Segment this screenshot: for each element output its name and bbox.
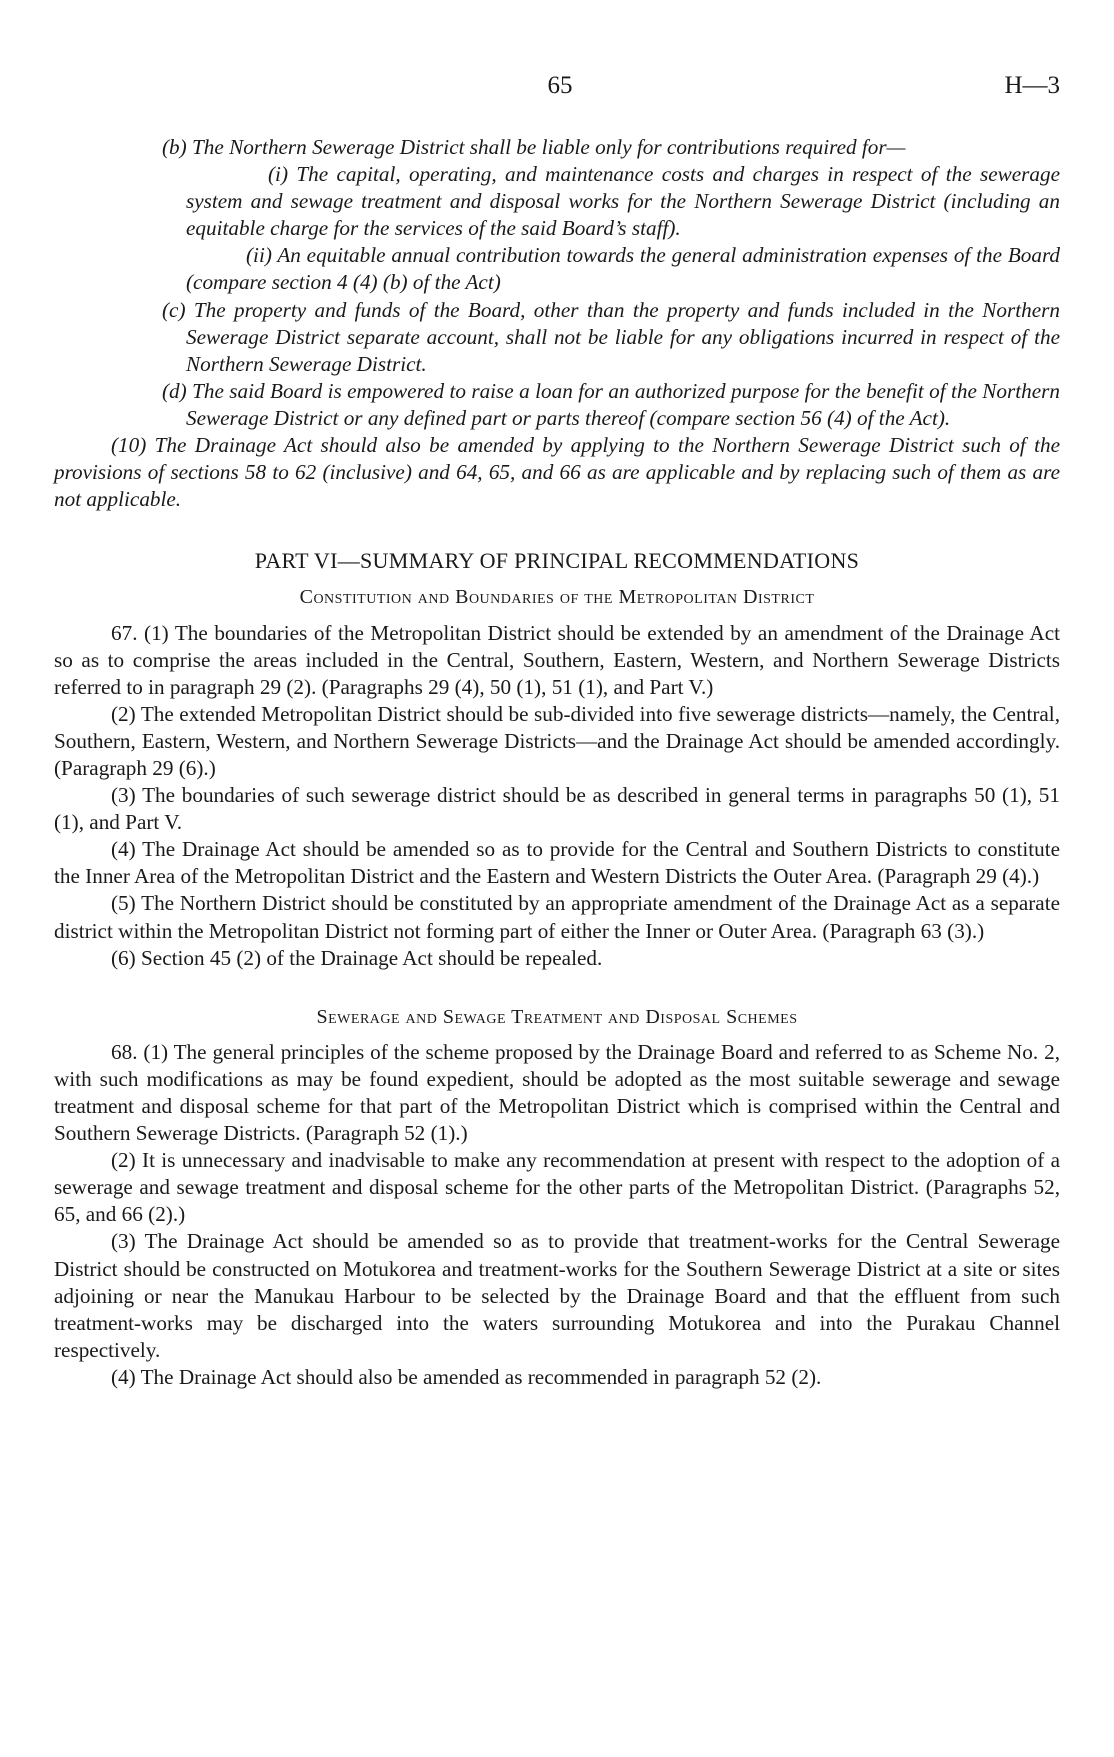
spacer bbox=[54, 972, 1060, 994]
part-heading: PART VI—SUMMARY OF PRINCIPAL RECOMMENDATIONS bbox=[254, 548, 860, 574]
paragraph-67-4: (4) The Drainage Act should be amended so as to provide for the Central and Southern Districts to constitute the Inner Area of the Metropolitan District and the Eastern and Western Districts the Outer Area. (Paragraph 29 (4).) bbox=[54, 837, 1060, 889]
paragraph-67-3: (3) The boundaries of such sewerage district should be as described in general terms in paragraphs 50 (1), 51 (1), and Part V. bbox=[54, 783, 1060, 835]
clause-c: (c) The property and funds of the Board, other than the property and funds included in the Northern Sewerage District separate account, shall not be liable for any obligations incurred in respect of the Northern Sewerage District. bbox=[162, 297, 1060, 376]
clause-b-intro: (b) The Northern Sewerage District shall be liable only for contributions required for— bbox=[162, 135, 906, 159]
document-reference: H—3 bbox=[1004, 72, 1060, 99]
paragraph-10: (10) The Drainage Act should also be amended by applying to the Northern Sewerage District such of the provisions of sections 58 to 62 (inclusive) and 64, 65, and 66 as are applicable and by replacing such of them as are not applicable. bbox=[54, 433, 1060, 512]
paragraph-67-5: (5) The Northern District should be constituted by an appropriate amendment of the Drainage Act as a separate district within the Metropolitan District not forming part of either the Inner or Outer Area. (Paragraph 63 (3).) bbox=[54, 891, 1060, 943]
clause-b-ii: (ii) An equitable annual contribution towards the general administration expenses of the Board (compare section 4 (4) (b) of the Act) bbox=[186, 243, 1060, 295]
spacer bbox=[54, 513, 1060, 547]
paragraph-67-1: 67. (1) The boundaries of the Metropolitan District should be extended by an amendment of the Drainage Act so as to comprise the areas included in the Central, Southern, Eastern, Western, and Northern Sewerage Districts referred to in paragraph 29 (2). (Paragraphs 29 (4), 50 (1), 51 (1), and Part V.) bbox=[54, 620, 1060, 699]
page-number: 65 bbox=[547, 72, 573, 99]
clause-d: (d) The said Board is empowered to raise a loan for an authorized purpose for the benefit of the Northern Sewerage District or any defined part or parts thereof (compare section 56 (4) of the Act). bbox=[162, 378, 1060, 430]
paragraph-68-1: 68. (1) The general principles of the scheme proposed by the Drainage Board and referred to as Scheme No. 2, with such modifications as may be found expedient, should be adopted as the most suitable sewerage and sewage treatment and disposal scheme for that part of the Metropolitan District which is comprised within the Central and Southern Sewerage Districts. (Paragraph 52 (1).) bbox=[54, 1039, 1060, 1146]
paragraph-68-4: (4) The Drainage Act should also be amended as recommended in paragraph 52 (2). bbox=[111, 1364, 822, 1389]
clause-b-i: (i) The capital, operating, and maintenance costs and charges in respect of the sewerage system and sewage treatment and disposal works for the Northern Sewerage District (including an equitable charge for the services of the said Board’s staff). bbox=[186, 162, 1060, 241]
paragraph-68-2: (2) It is unnecessary and inadvisable to make any recommendation at present with respect to the adoption of a sewerage and sewage treatment and disposal scheme for the other parts of the Metropolitan District. (Paragraphs 52, 65, and 66 (2).) bbox=[54, 1148, 1060, 1227]
paragraph-67-6: (6) Section 45 (2) of the Drainage Act should be repealed. bbox=[111, 945, 603, 970]
subheading-sewerage: Sewerage and Sewage Treatment and Disposal Schemes bbox=[316, 1005, 798, 1028]
paragraph-68-3: (3) The Drainage Act should be amended so as to provide that treatment-works for the Central Sewerage District should be constructed on Motukorea and treatment-works for the Southern Sewerage District at a site or sites adjoining or near the Manukau Harbour to be selected by the Drainage Board and that the effluent from such treatment-works may be discharged into the waters surrounding Motukorea and into the Purakau Channel respectively. bbox=[54, 1229, 1060, 1362]
paragraph-67-2: (2) The extended Metropolitan District should be sub-divided into five sewerage districts—namely, the Central, Southern, Eastern, Western, and Northern Sewerage Districts—and the Drainage Act should be amended accordingly. (Paragraph 29 (6).) bbox=[54, 701, 1060, 780]
document-body bbox=[54, 134, 1060, 1391]
subheading-constitution: Constitution and Boundaries of the Metropolitan District bbox=[299, 586, 815, 609]
